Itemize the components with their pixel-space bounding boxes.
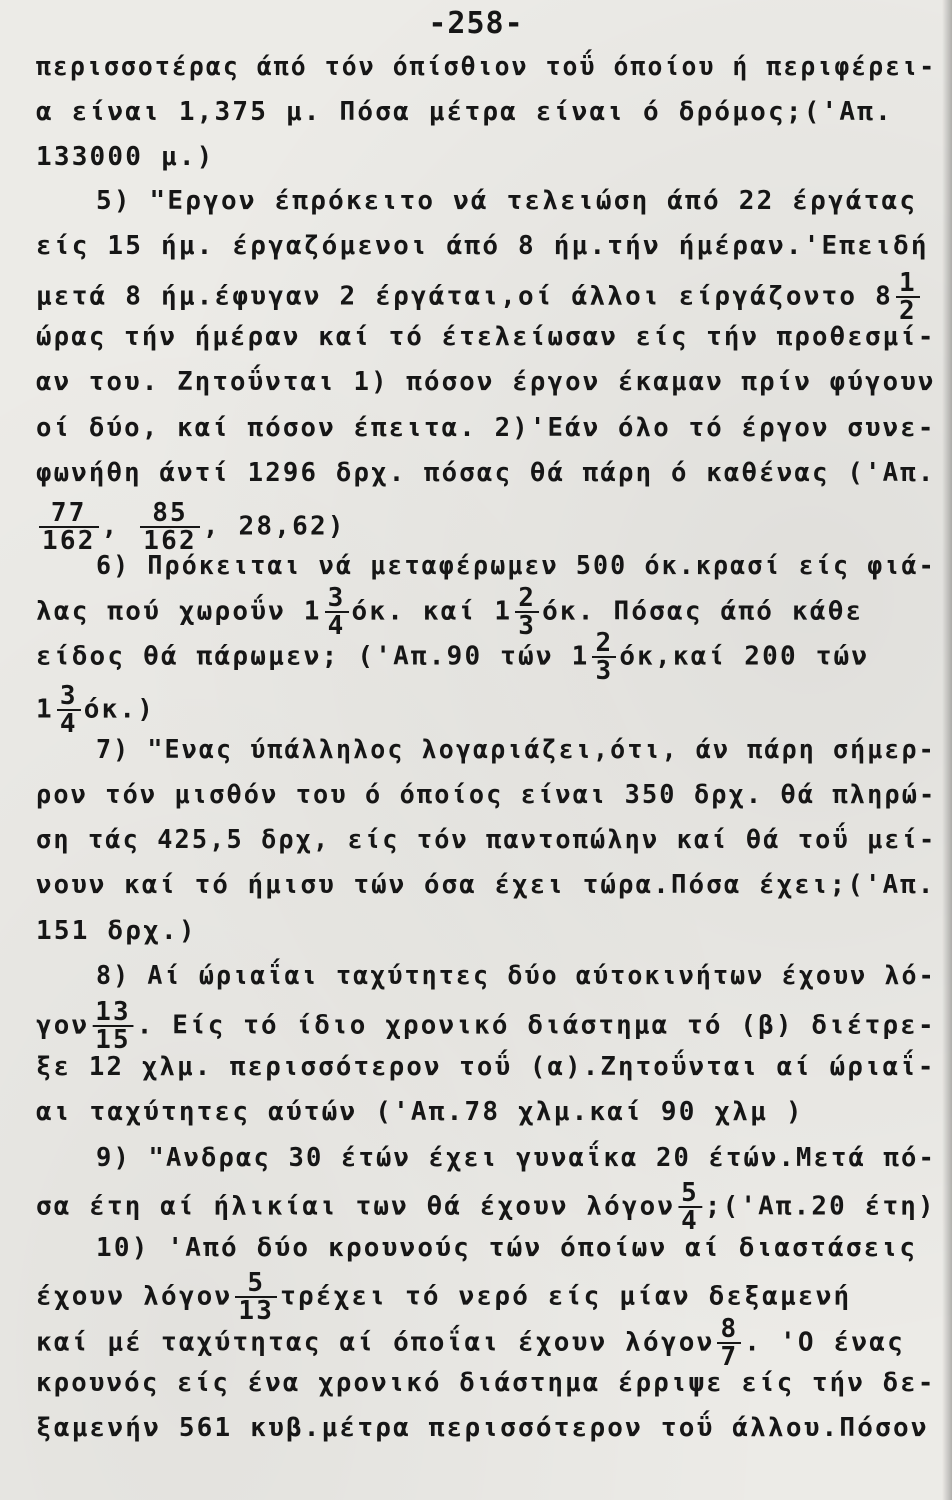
text-line: 9) "Ανδρας 30 έτών έχει γυναΐκα 20 έτών.Μετά πό- (96, 1143, 937, 1173)
text-segment: λας πού χωροΰν 1 (36, 596, 322, 627)
text-segment: γον (36, 1010, 90, 1041)
text-line: 6) Πρόκειται νά μεταφέρωμεν 500 όκ.κρασί είς φιά- (96, 551, 936, 581)
text-line: κρουνός είς ένα χρονικό διάστημα έρριψε είς τήν δε- (36, 1368, 936, 1398)
text-segment: τρέχει τό νερό είς μίαν δεξαμενή (280, 1281, 852, 1312)
text-segment: , 28,62) (202, 511, 346, 542)
text-line: αν του. Ζητοΰνται 1) πόσον έργον έκαμαν πρίν φύγουν (36, 367, 936, 397)
text-line (36, 500, 346, 554)
text-segment: καί μέ ταχύτητας αί όποΐαι έχουν λόγον (36, 1327, 715, 1358)
fraction (678, 1180, 702, 1234)
text-line: νουν καί τό ήμισυ τών όσα έχει τώρα.Πόσα έχει;('Απ. (36, 870, 936, 900)
fraction-denominator: 4 (59, 709, 78, 739)
text-line: ώρας τήν ήμέραν καί τό έτελείωσαν είς τήν προθεσμί- (36, 322, 936, 352)
fraction (592, 630, 616, 684)
text-line: ξαμενήν 561 κυβ.μέτρα περισσότερον τοΰ άλλου.Πόσον (36, 1413, 929, 1443)
text-segment: . Είς τό ίδιο χρονικό διάστημα τό (β) διέτρε- (136, 1010, 936, 1041)
fraction-numerator: 5 (235, 1270, 277, 1298)
fraction (896, 270, 920, 324)
fraction-numerator: 3 (325, 585, 349, 613)
text-line: αι ταχύτητες αύτών ('Απ.78 χλμ.καί 90 χλμ ) (36, 1097, 804, 1127)
text-segment: μετά 8 ήμ.έφυγαν 2 έργάται,οί άλλοι είργάζοντο 8 (36, 281, 893, 312)
text-line: οί δύο, καί πόσον έπειτα. 2)'Εάν όλο τό έργον συνε- (36, 413, 936, 443)
text-segment: , (101, 511, 120, 542)
text-line: περισσοτέρας άπό τόν όπίσθιον τοΰ όποίου ή περιφέρει- (36, 52, 937, 82)
text-line: 151 δρχ.) (36, 916, 197, 946)
text-line: 5) "Εργον έπρόκειτο νά τελειώση άπό 22 έργάτας (96, 186, 918, 216)
fraction (92, 999, 133, 1053)
text-segment: όκ. Πόσας άπό κάθε (542, 596, 864, 627)
text-segment: ;('Απ.20 έτη) (704, 1191, 936, 1222)
text-line: ξε 12 χλμ. περισσότερον τοΰ (α).Ζητοΰνται αί ώριαΐ- (36, 1052, 936, 1082)
text-segment: σα έτη αί ήλικίαι των θά έχουν λόγον (36, 1191, 676, 1222)
fraction-numerator: 2 (592, 630, 616, 658)
text-line: ση τάς 425,5 δρχ, είς τόν παντοπώλην καί θά τοΰ μεί- (36, 825, 937, 855)
fraction-numerator: 5 (678, 1180, 702, 1208)
fraction-denominator: 15 (95, 1025, 131, 1055)
fraction-denominator: 7 (720, 1342, 739, 1372)
fraction (140, 500, 200, 554)
text-line (36, 1316, 905, 1370)
text-line: 10) 'Από δύο κρουνούς τών όποίων αί διαστάσεις (96, 1233, 918, 1263)
fraction-denominator: 4 (681, 1206, 699, 1236)
fraction-numerator: 77 (39, 500, 99, 528)
fraction-numerator: 1 (896, 270, 920, 298)
text-line: 8) Αί ώριαΐαι ταχύτητες δύο αύτοκινήτων έχουν λό- (96, 961, 936, 991)
page-edge-shadow (942, 0, 952, 1500)
text-segment: έχουν λόγον (36, 1281, 233, 1312)
fraction-denominator: 4 (327, 611, 346, 641)
fraction-numerator: 85 (140, 500, 200, 528)
fraction-denominator: 3 (518, 611, 537, 641)
text-line (36, 683, 155, 737)
fraction-denominator: 162 (143, 526, 197, 556)
fraction (717, 1316, 741, 1370)
text-segment: όκ.) (83, 694, 156, 725)
fraction-numerator: 3 (57, 683, 81, 711)
page-number: -258- (428, 6, 524, 41)
text-line: 7) "Ενας ύπάλληλος λογαριάζει,ότι, άν πάρη σήμερ- (96, 735, 936, 765)
text-line (36, 270, 923, 324)
fraction-denominator: 162 (42, 526, 96, 556)
fraction-denominator: 2 (898, 296, 917, 326)
fraction-numerator: 2 (515, 585, 539, 613)
fraction-denominator: 13 (238, 1296, 275, 1326)
fraction (39, 500, 99, 554)
text-line (36, 630, 869, 684)
fraction (57, 683, 81, 737)
text-segment: 1 (36, 694, 54, 725)
text-line (36, 1180, 936, 1234)
text-line: ρον τόν μισθόν του ό όποίος είναι 350 δρχ. θά πληρώ- (36, 780, 937, 810)
fraction-denominator: 3 (595, 656, 614, 686)
text-line: 133000 μ.) (36, 142, 215, 172)
fraction-numerator: 13 (92, 999, 133, 1027)
text-line: φωνήθη άντί 1296 δρχ. πόσας θά πάρη ό καθένας ('Απ. (36, 458, 936, 488)
text-line: είς 15 ήμ. έργαζόμενοι άπό 8 ήμ.τήν ήμέραν.'Επειδή (36, 231, 929, 261)
text-line (36, 999, 936, 1053)
text-segment: όκ. καί 1 (351, 596, 513, 627)
fraction-numerator: 8 (717, 1316, 741, 1344)
text-segment: όκ,καί 200 τών (619, 641, 870, 672)
text-segment: είδος θά πάρωμεν; ('Απ.90 τών 1 (36, 641, 590, 672)
text-segment: . 'Ο ένας (744, 1327, 905, 1358)
text-line: α είναι 1,375 μ. Πόσα μέτρα είναι ό δρόμος;('Απ. (36, 97, 893, 127)
